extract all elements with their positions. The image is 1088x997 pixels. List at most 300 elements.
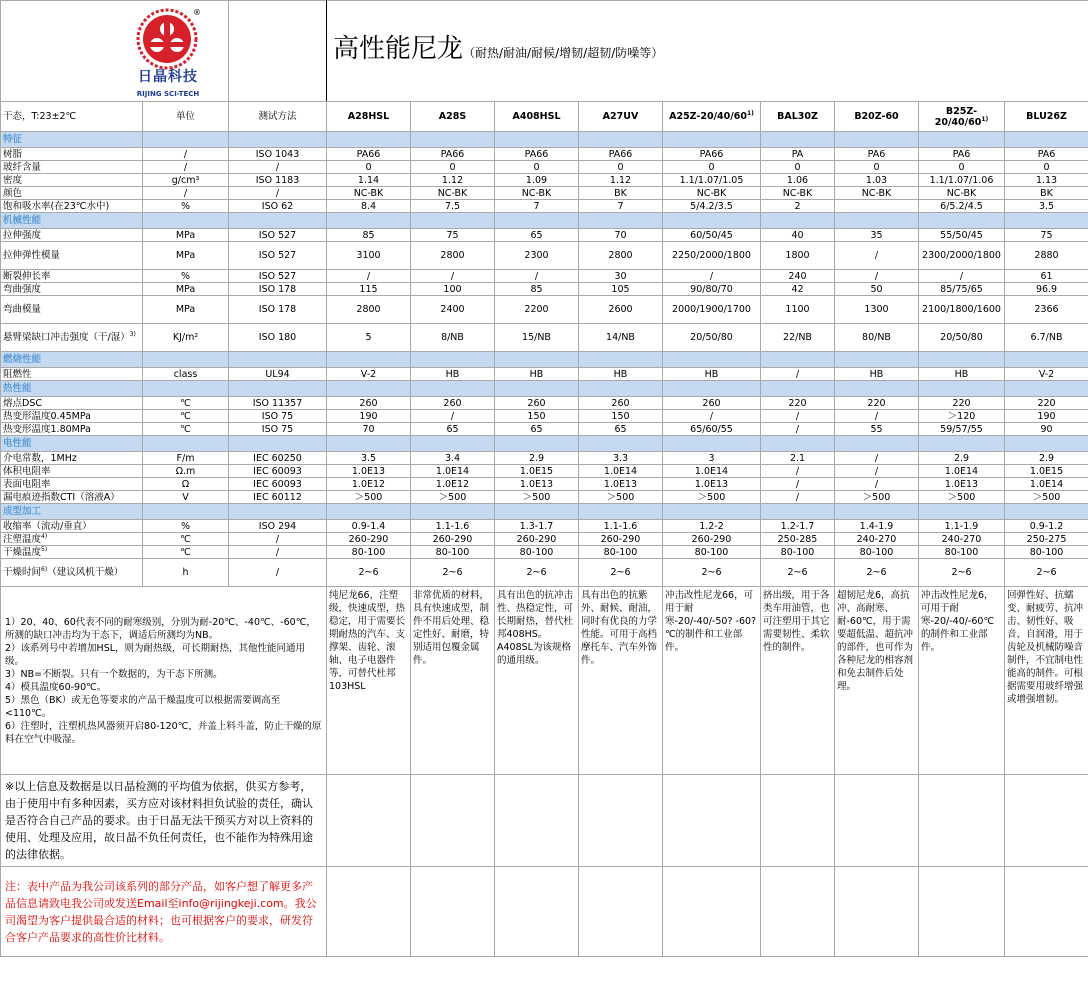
value-cell: 150 [579,410,663,423]
footnote: 6）注塑时，注塑机热风器须开启80-120℃，并盖上料斗盖，防止干燥的原料在空气中吸湿。 [5,720,322,745]
value-cell: 1.12 [411,174,495,187]
property-label: 注塑温度$^{4)}$ [1,533,143,546]
table-row [1,161,1088,174]
product-description: 非常优质的材料，具有快速成型，制件不用后处理、稳定性好、耐磨，特别适用包覆金属件。 [411,587,495,775]
table-row [1,559,1088,587]
section-fill [495,381,579,397]
value-cell: 220 [761,397,835,410]
value-cell: 240-270 [919,533,1005,546]
section-fill [663,504,761,520]
value-cell: 60/50/45 [663,229,761,242]
title-row [1,1,1088,102]
product-description: 具有出色的抗冲击性、热稳定性，可长期耐热，替代杜邦408HS。A408SL为该规格的通用级。 [495,587,579,775]
table-row [1,423,1088,436]
value-cell: PA66 [579,148,663,161]
method-cell: IEC 60093 [229,478,327,491]
unit-cell: / [143,161,229,174]
value-cell: 1.1-1.6 [411,520,495,533]
section-fill [411,352,495,368]
value-cell: 1.0E14 [411,465,495,478]
value-cell: / [327,270,411,283]
section-fill [411,213,495,229]
empty-cell [327,867,411,957]
value-cell: 2~6 [835,559,919,587]
value-cell: / [835,410,919,423]
property-label: 拉伸强度 [1,229,143,242]
unit-cell: V [143,491,229,504]
value-cell: 2300 [495,242,579,270]
value-cell: 15/NB [495,324,579,352]
value-cell: 2~6 [411,559,495,587]
value-cell: V-2 [327,368,411,381]
product-description: 纯尼龙66，注塑级，快速成型，热稳定，用于需要长期耐热的汽车、支撑架、齿轮、滚轴、电子电器件等，可替代杜邦103HSL [327,587,411,775]
property-label: 热变形温度0.45MPa [1,410,143,423]
product-header: A28HSL [327,102,411,132]
value-cell: 2.9 [495,452,579,465]
unit-cell: h [143,559,229,587]
value-cell: NC-BK [835,187,919,200]
empty-cell [919,867,1005,957]
section-header [1,213,1088,229]
value-cell: ＞500 [411,491,495,504]
section-title: 燃烧性能 [1,352,143,368]
product-description: 具有出色的抗紫外、耐候、耐油，同时有优良的力学性能。可用于高档摩托车、汽车外饰件。 [579,587,663,775]
value-cell: 250-285 [761,533,835,546]
section-fill [835,352,919,368]
value-cell: 260-290 [411,533,495,546]
unit-cell: Ω [143,478,229,491]
value-cell: NC-BK [761,187,835,200]
section-fill [229,352,327,368]
section-fill [495,213,579,229]
value-cell: 80-100 [327,546,411,559]
value-cell: 65 [411,423,495,436]
value-cell: 2250/2000/1800 [663,242,761,270]
value-cell: 2~6 [919,559,1005,587]
value-cell: 0 [835,161,919,174]
unit-cell: MPa [143,296,229,324]
section-fill [143,504,229,520]
table-row [1,478,1088,491]
value-cell: PA66 [663,148,761,161]
unit-cell: MPa [143,283,229,296]
method-cell: ISO 75 [229,423,327,436]
empty-cell [663,775,761,867]
section-fill [835,504,919,520]
value-cell: / [663,270,761,283]
value-cell: 1.0E13 [495,478,579,491]
notes-row [1,587,1088,775]
property-label: 收缩率（流动/垂直） [1,520,143,533]
table-row [1,296,1088,324]
property-label: 玻纤含量 [1,161,143,174]
value-cell: 80-100 [1005,546,1088,559]
value-cell: 0 [579,161,663,174]
section-title: 电性能 [1,436,143,452]
section-fill [579,504,663,520]
value-cell: ＞500 [835,491,919,504]
property-label: 阻燃性 [1,368,143,381]
value-cell: 65 [579,423,663,436]
product-header: A25Z-20/40/60$^{1)}$ [663,102,761,132]
value-cell: 220 [919,397,1005,410]
product-header: A28S [411,102,495,132]
property-label: 饱和吸水率(在23℃水中) [1,200,143,213]
value-cell: / [835,452,919,465]
section-fill [663,352,761,368]
value-cell: 1300 [835,296,919,324]
value-cell: 7.5 [411,200,495,213]
property-label: 漏电痕迹指数CTI（溶液A） [1,491,143,504]
value-cell: 3.3 [579,452,663,465]
value-cell: HB [835,368,919,381]
value-cell: 100 [411,283,495,296]
section-fill [495,352,579,368]
property-label: 悬臂梁缺口冲击强度（干/湿）$^{3)}$ [1,324,143,352]
value-cell: 1.4-1.9 [835,520,919,533]
product-header: B25Z-20/40/60$^{1)}$ [919,102,1005,132]
value-cell: NC-BK [919,187,1005,200]
method-cell: ISO 62 [229,200,327,213]
value-cell: 2.1 [761,452,835,465]
section-fill [919,132,1005,148]
section-fill [411,436,495,452]
product-header: B20Z-60 [835,102,919,132]
section-title: 机械性能 [1,213,143,229]
table-row [1,242,1088,270]
empty-cell [327,775,411,867]
value-cell: NC-BK [327,187,411,200]
method-cell: / [229,546,327,559]
table-row [1,148,1088,161]
value-cell: 1.0E15 [1005,465,1088,478]
value-cell: 1.0E14 [919,465,1005,478]
method-cell: ISO 1183 [229,174,327,187]
section-fill [919,504,1005,520]
section-fill [495,504,579,520]
section-title: 成型加工 [1,504,143,520]
table-row [1,174,1088,187]
value-cell: ＞500 [327,491,411,504]
value-cell: 2~6 [1005,559,1088,587]
value-cell: 90/80/70 [663,283,761,296]
empty-cell [495,867,579,957]
value-cell: / [761,368,835,381]
section-header [1,352,1088,368]
value-cell: 2~6 [495,559,579,587]
section-fill [835,213,919,229]
section-fill [1005,213,1088,229]
value-cell: 0 [327,161,411,174]
unit-cell: g/cm³ [143,174,229,187]
unit-cell: % [143,200,229,213]
section-header [1,132,1088,148]
contact-note: 注：表中产品为我公司该系列的部分产品，如客户想了解更多产品信息请致电我公司或发送Email至info@rijingkeji.com。我公司渴望为客户提供最合适的材料；也可根据客户的要求，研发符合客户产品要求的高性价比材料。 [1,867,327,957]
value-cell: 20/50/80 [663,324,761,352]
value-cell: 1.1/1.07/1.06 [919,174,1005,187]
section-title: 特征 [1,132,143,148]
table-row [1,397,1088,410]
value-cell: 2~6 [579,559,663,587]
value-cell: 6.7/NB [1005,324,1088,352]
value-cell: / [663,410,761,423]
property-label: 熔点DSC [1,397,143,410]
value-cell: PA66 [327,148,411,161]
table-row [1,533,1088,546]
value-cell: 2.9 [919,452,1005,465]
section-fill [919,352,1005,368]
value-cell: HB [663,368,761,381]
product-header: A408HSL [495,102,579,132]
value-cell: 3 [663,452,761,465]
section-fill [143,132,229,148]
footnote: 2）该系列号中若增加HSL，则为耐热级，可长期耐热，其他性能同通用级。 [5,642,306,667]
section-fill [761,436,835,452]
section-fill [579,213,663,229]
value-cell: 2600 [579,296,663,324]
value-cell: 8/NB [411,324,495,352]
section-fill [143,436,229,452]
value-cell [835,200,919,213]
table-row [1,410,1088,423]
value-cell: ＞120 [919,410,1005,423]
method-cell: / [229,161,327,174]
value-cell: 3.5 [1005,200,1088,213]
unit-cell: % [143,520,229,533]
unit-cell: ℃ [143,397,229,410]
value-cell: 59/57/55 [919,423,1005,436]
value-cell: 115 [327,283,411,296]
value-cell: 260 [579,397,663,410]
product-description: 冲击改性尼龙66，可用于耐寒-20/-40/-50? -60? ℃的制件和工业部件。 [663,587,761,775]
value-cell: / [761,410,835,423]
value-cell: 2800 [411,242,495,270]
value-cell: 105 [579,283,663,296]
value-cell: ＞500 [579,491,663,504]
method-cell: ISO 527 [229,242,327,270]
product-description: 超韧尼龙6，高抗冲、高耐寒、耐-60℃，用于需要超低温、超抗冲的部件，也可作为各种尼龙的相容剂和免去制件后处理。 [835,587,919,775]
disclaimer: ※以上信息及数据是以日晶检测的平均值为依据，供买方参考，由于使用中有多种因素，买方应对该材料担负试验的责任，确认是否符合自己产品的要求。由于日晶无法干预买方对以上资料的使用、处理及应用，故日晶不负任何责任，也不能作为特殊用途的法律依据。 [1,775,327,867]
value-cell: ＞500 [663,491,761,504]
empty-cell [411,775,495,867]
section-fill [663,213,761,229]
value-cell: / [761,423,835,436]
property-label: 热变形温度1.80MPa [1,423,143,436]
value-cell: 2366 [1005,296,1088,324]
value-cell: 55/50/45 [919,229,1005,242]
value-cell: 190 [1005,410,1088,423]
header-row [1,102,1088,132]
section-fill [663,436,761,452]
value-cell: 1.0E14 [579,465,663,478]
value-cell: 2 [761,200,835,213]
value-cell: 22/NB [761,324,835,352]
table-row [1,200,1088,213]
section-fill [229,381,327,397]
value-cell: 0 [663,161,761,174]
value-cell: 260 [495,397,579,410]
footnote: 4）模具温度60-90℃。 [5,681,107,693]
value-cell: 35 [835,229,919,242]
value-cell: 1.0E15 [495,465,579,478]
value-cell: 8.4 [327,200,411,213]
unit-cell: / [143,148,229,161]
section-fill [1005,504,1088,520]
title-cell [327,1,1088,102]
section-fill [495,436,579,452]
empty-cell [1005,867,1088,957]
section-fill [835,436,919,452]
value-cell: 0 [411,161,495,174]
section-header [1,381,1088,397]
value-cell: / [835,465,919,478]
section-fill [1005,132,1088,148]
section-fill [835,132,919,148]
value-cell: BK [1005,187,1088,200]
footnotes [1,587,327,775]
value-cell: / [411,410,495,423]
page-subtitle: （耐热/耐油/耐候/增韧/超韧/防噪等） [463,46,664,60]
value-cell: 220 [835,397,919,410]
value-cell: PA6 [835,148,919,161]
section-fill [411,132,495,148]
table-row [1,187,1088,200]
property-label: 弯曲强度 [1,283,143,296]
value-cell: 1.12 [579,174,663,187]
value-cell: 0 [1005,161,1088,174]
value-cell: 80-100 [495,546,579,559]
rijing-logo-icon [135,7,199,71]
value-cell: 1.0E12 [327,478,411,491]
brand-name: 日晶科技 [138,69,198,85]
section-fill [761,381,835,397]
value-cell: 80-100 [663,546,761,559]
section-fill [919,213,1005,229]
method-cell: ISO 527 [229,229,327,242]
value-cell: 1.0E14 [663,465,761,478]
value-cell: 2~6 [663,559,761,587]
value-cell: / [835,270,919,283]
section-fill [1005,381,1088,397]
value-cell: 2200 [495,296,579,324]
footnote: 1）20、40、60代表不同的耐寒级别，分别为耐-20℃、-40℃、-60℃，所测的缺口冲击均为干态下，调适后所测均为NB。 [5,616,316,641]
value-cell: 240 [761,270,835,283]
value-cell: 3100 [327,242,411,270]
empty-cell [761,775,835,867]
method-cell: ISO 180 [229,324,327,352]
value-cell: 96.9 [1005,283,1088,296]
method-cell: ISO 11357 [229,397,327,410]
value-cell: 75 [411,229,495,242]
method-cell: ISO 527 [229,270,327,283]
value-cell: 2.9 [1005,452,1088,465]
condition-header: 干态，T:23±2℃ [1,102,143,132]
section-fill [327,352,411,368]
value-cell: 1.1-1.9 [919,520,1005,533]
method-header: 测试方法 [229,102,327,132]
value-cell: PA [761,148,835,161]
property-label: 弯曲模量 [1,296,143,324]
value-cell: 260 [411,397,495,410]
method-cell: IEC 60250 [229,452,327,465]
table-row [1,546,1088,559]
value-cell: 260 [663,397,761,410]
table-row [1,270,1088,283]
method-cell: / [229,533,327,546]
value-cell: 150 [495,410,579,423]
empty-cell [761,867,835,957]
value-cell: 2~6 [761,559,835,587]
section-fill [143,213,229,229]
value-cell: 85 [495,283,579,296]
product-header: BAL30Z [761,102,835,132]
unit-cell: ℃ [143,410,229,423]
value-cell: 80-100 [761,546,835,559]
value-cell: 90 [1005,423,1088,436]
product-description: 冲击改性尼龙6，可用于耐寒-20/-40/-60℃的制件和工业部件。 [919,587,1005,775]
value-cell: 1.0E13 [579,478,663,491]
value-cell: 1100 [761,296,835,324]
value-cell: 1.13 [1005,174,1088,187]
section-fill [761,504,835,520]
property-label: 表面电阻率 [1,478,143,491]
method-cell: UL94 [229,368,327,381]
property-label: 拉伸弹性模量 [1,242,143,270]
value-cell: 260-290 [495,533,579,546]
value-cell: 2100/1800/1600 [919,296,1005,324]
section-fill [327,504,411,520]
empty-cell [919,775,1005,867]
value-cell: 2~6 [327,559,411,587]
section-fill [579,352,663,368]
section-fill [327,381,411,397]
value-cell: 1.0E13 [327,465,411,478]
value-cell: 1.03 [835,174,919,187]
value-cell: 65 [495,229,579,242]
section-fill [411,381,495,397]
contact-row [1,867,1088,957]
value-cell: 1.3-1.7 [495,520,579,533]
unit-cell: ℃ [143,533,229,546]
empty-cell [835,775,919,867]
table-row [1,283,1088,296]
section-fill [761,132,835,148]
value-cell: 20/50/80 [919,324,1005,352]
unit-cell: class [143,368,229,381]
section-fill [327,436,411,452]
method-cell: ISO 1043 [229,148,327,161]
unit-cell: Ω.m [143,465,229,478]
method-cell: ISO 75 [229,410,327,423]
value-cell: 42 [761,283,835,296]
method-cell: IEC 60112 [229,491,327,504]
value-cell: 220 [1005,397,1088,410]
section-fill [579,381,663,397]
unit-cell: ℃ [143,546,229,559]
value-cell: / [761,478,835,491]
product-description: 回弹性好、抗蠕变、耐疲劳、抗冲击、韧性好、吸音、自润滑，用于齿轮及机械防噪音制件，不宜制电性能高的制件。可根据需要用玻纤增强或增强增韧。 [1005,587,1088,775]
value-cell: 3.4 [411,452,495,465]
value-cell: / [835,478,919,491]
table-row [1,491,1088,504]
value-cell: 3.5 [327,452,411,465]
value-cell: 190 [327,410,411,423]
property-label: 介电常数，1MHz [1,452,143,465]
section-fill [919,381,1005,397]
product-description: 挤出级，用于各类车用油管，也可注塑用于其它需要韧性、柔软性的制件。 [761,587,835,775]
value-cell: 0 [495,161,579,174]
section-fill [229,504,327,520]
